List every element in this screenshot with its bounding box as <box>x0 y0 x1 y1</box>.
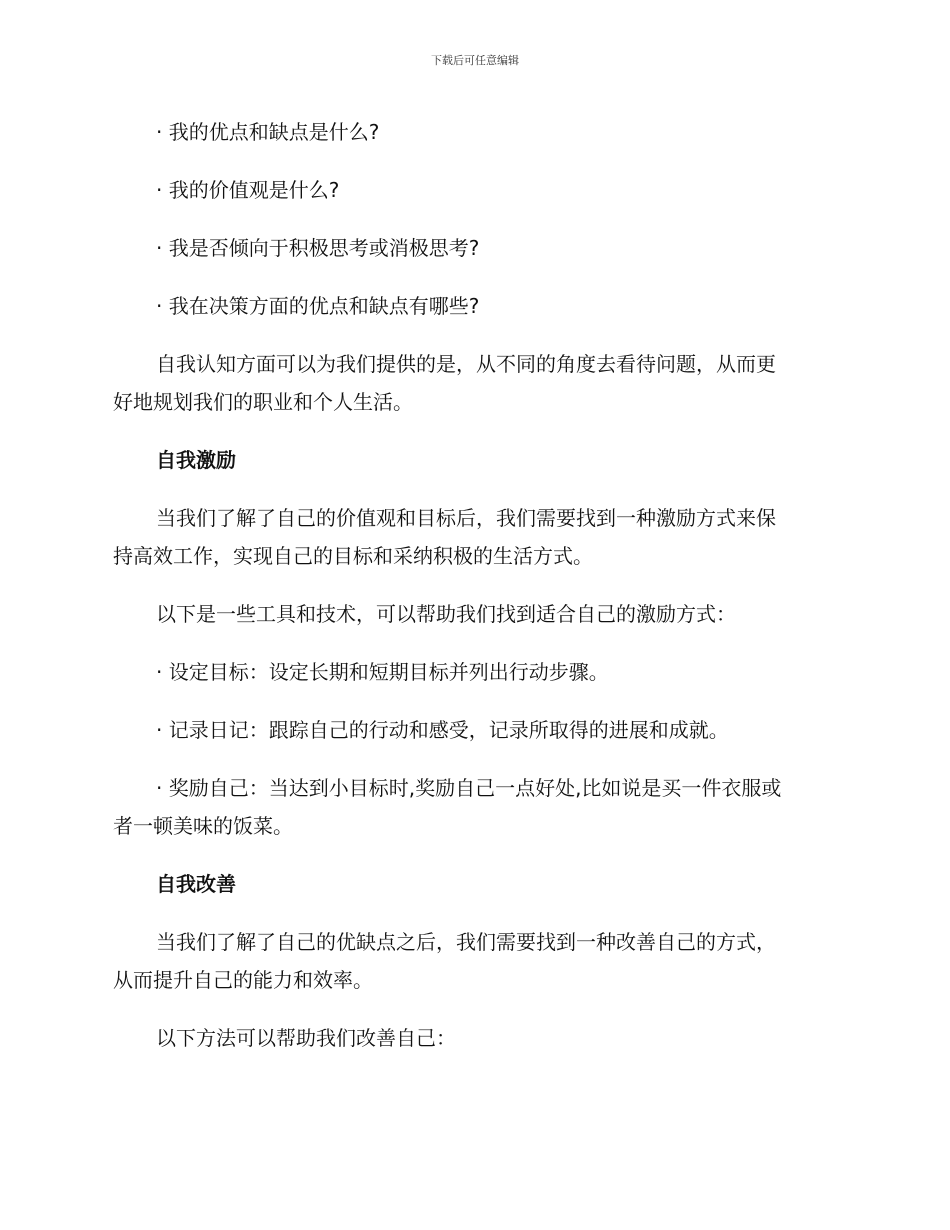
paragraph-self-awareness <box>113 345 833 421</box>
paragraph-motivation <box>113 499 833 575</box>
bullet-item-set-goals: · 设定目标：设定长期和短期目标并列出行动步骤。 <box>156 660 609 684</box>
paragraph-tools-intro: 以下是一些工具和技术，可以帮助我们找到适合自己的激励方式： <box>156 602 736 626</box>
bullet-line: 者一顿美味的饭菜。 <box>113 814 293 838</box>
paragraph-line: 持高效工作，实现自己的目标和采纳积极的生活方式。 <box>113 544 593 568</box>
paragraph-methods-intro: 以下方法可以帮助我们改善自己： <box>156 1026 456 1050</box>
paragraph-line: 从而提升自己的能力和效率。 <box>113 968 373 992</box>
section-heading-self-motivation: 自我激励 <box>156 448 236 472</box>
bullet-line: · 奖励自己：当达到小目标时,奖励自己一点好处,比如说是买一件衣服或 <box>156 776 782 800</box>
paragraph-line: 当我们了解了自己的优缺点之后，我们需要找到一种改善自己的方式， <box>156 930 776 954</box>
bullet-item-thinking: · 我是否倾向于积极思考或消极思考? <box>156 236 480 260</box>
bullet-item-strengths: · 我的优点和缺点是什么? <box>156 120 380 144</box>
paragraph-line: 自我认知方面可以为我们提供的是，从不同的角度去看待问题，从而更 <box>156 352 776 376</box>
bullet-item-values: · 我的价值观是什么? <box>156 178 340 202</box>
section-heading-self-improvement: 自我改善 <box>156 872 236 896</box>
header-note: 下载后可任意编辑 <box>431 54 519 67</box>
bullet-item-decision: · 我在决策方面的优点和缺点有哪些? <box>156 294 480 318</box>
paragraph-improvement <box>113 923 833 999</box>
paragraph-line: 好地规划我们的职业和个人生活。 <box>113 390 413 414</box>
bullet-item-reward <box>113 769 833 845</box>
paragraph-line: 当我们了解了自己的价值观和目标后，我们需要找到一种激励方式来保 <box>156 506 776 530</box>
document-content <box>113 113 833 1057</box>
bullet-item-journal: · 记录日记：跟踪自己的行动和感受，记录所取得的进展和成就。 <box>156 718 729 742</box>
